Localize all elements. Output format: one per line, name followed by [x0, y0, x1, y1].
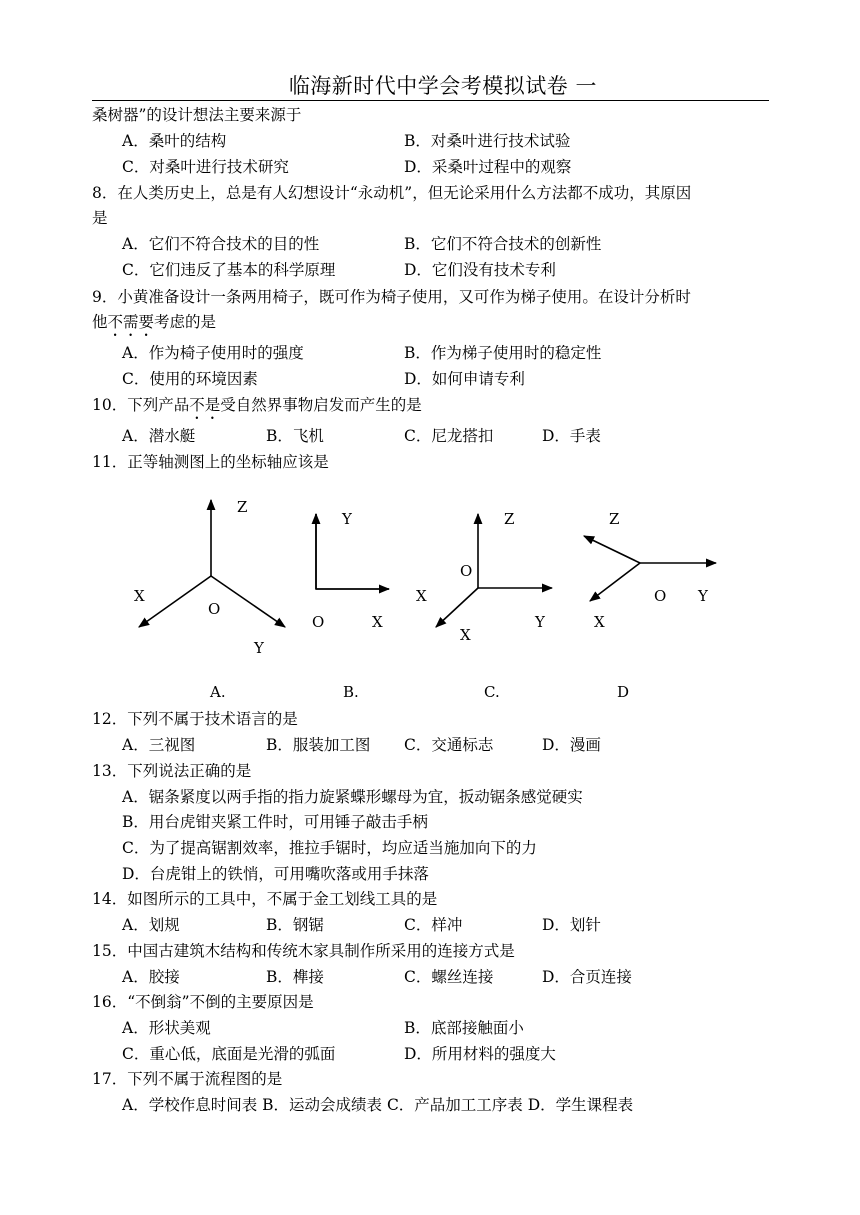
q9-option-d[interactable]: D．如何申请专利 [404, 370, 525, 388]
q7-option-a[interactable]: A．桑叶的结构 [122, 132, 227, 150]
q14-option-c[interactable]: C．样冲 [404, 916, 463, 934]
figD-z-axis [584, 536, 640, 563]
q10-stem-pre: 10．下列产品 [92, 396, 190, 414]
q12-option-a[interactable]: A．三视图 [122, 736, 196, 754]
q12-option-d[interactable]: D．漫画 [542, 736, 601, 754]
figA-o-label: O [208, 600, 221, 618]
figC-z-label: Z [504, 510, 515, 528]
q8-stem-line2: 是 [92, 209, 108, 227]
q8-option-b[interactable]: B．它们不符合技术的创新性 [404, 235, 602, 253]
q15-option-d[interactable]: D．合页连接 [542, 968, 632, 986]
q12-option-c[interactable]: C．交通标志 [404, 736, 494, 754]
q12-option-b[interactable]: B．服装加工图 [266, 736, 371, 754]
q10-option-c[interactable]: C．尼龙搭扣 [404, 427, 494, 445]
q9-stem-pre: 他 [92, 313, 108, 331]
q16-option-d[interactable]: D．所用材料的强度大 [404, 1045, 556, 1063]
q7-option-b[interactable]: B．对桑叶进行技术试验 [404, 132, 571, 150]
q7-option-d[interactable]: D．采桑叶过程中的观察 [404, 158, 572, 176]
q9-option-c[interactable]: C．使用的环境因素 [122, 370, 258, 388]
figD-y-label: Y [698, 587, 708, 605]
q15-option-b[interactable]: B．榫接 [266, 968, 324, 986]
q10-stem-emphasis: 不是 [189, 396, 221, 414]
q7-option-c[interactable]: C．对桑叶进行技术研究 [122, 158, 289, 176]
q10-option-d[interactable]: D．手表 [542, 427, 601, 445]
q14-option-d[interactable]: D．划针 [542, 916, 601, 934]
q13-option-b[interactable]: B．用台虎钳夹紧工件时，可用锤子敲击手柄 [122, 813, 428, 831]
q9-stem-post: 考虑的是 [154, 313, 217, 331]
q13-option-d[interactable]: D．台虎钳上的铁悄，可用嘴吹落或用手抹落 [122, 865, 429, 883]
figD-x-axis [590, 563, 640, 601]
figD-z-label: Z [609, 510, 620, 528]
q16-option-a[interactable]: A．形状美观 [122, 1019, 211, 1037]
q15-option-a[interactable]: A．胶接 [122, 968, 180, 986]
q7-stem-continuation: 桑树器”的设计想法主要来源于 [92, 106, 302, 124]
figC-x-axis [436, 588, 478, 627]
q8-option-a[interactable]: A．它们不符合技术的目的性 [122, 235, 320, 253]
q14-option-a[interactable]: A．划规 [122, 916, 180, 934]
figD-o-label: O [654, 587, 667, 605]
exam-title: 临海新时代中学会考模拟试卷 一 [288, 74, 597, 98]
figC-y-label: Y [535, 613, 545, 631]
figA-y-label: Y [254, 639, 264, 657]
figB-axes [316, 514, 389, 589]
figA-x-axis [139, 576, 211, 627]
q9-option-a[interactable]: A．作为椅子使用时的强度 [122, 344, 304, 362]
q13-option-c[interactable]: C．为了提高锯割效率，推拉手锯时，均应适当施加向下的力 [122, 839, 537, 857]
figC-x-label-bottom: X [460, 626, 471, 644]
q11-option-b[interactable]: B. [343, 683, 359, 701]
q9-stem-emphasis: 不需要 [107, 313, 155, 331]
q16-stem: 16．“不倒翁”不倒的主要原因是 [92, 993, 314, 1011]
figC-o-label: O [460, 562, 473, 580]
q11-option-c[interactable]: C. [484, 683, 500, 701]
figC-x-label-left: X [416, 587, 427, 605]
q8-stem-line1: 8．在人类历史上，总是有人幻想设计“永动机”，但无论采用什么方法都不成功，其原因 [92, 184, 692, 202]
q12-stem: 12．下列不属于技术语言的是 [92, 710, 298, 728]
q15-stem: 15．中国古建筑木结构和传统木家具制作所采用的连接方式是 [92, 942, 515, 960]
figB-x-label: X [372, 613, 383, 631]
q17-options[interactable]: A．学校作息时间表 B．运动会成绩表 C．产品加工工序表 D．学生课程表 [122, 1096, 634, 1114]
q11-option-d[interactable]: D [617, 683, 630, 701]
q10-option-a[interactable]: A．潜水艇 [122, 427, 196, 445]
q16-option-b[interactable]: B．底部接触面小 [404, 1019, 524, 1037]
q13-stem: 13．下列说法正确的是 [92, 762, 252, 780]
figD-x-label: X [594, 613, 605, 631]
q8-option-c[interactable]: C．它们违反了基本的科学原理 [122, 261, 336, 279]
q16-option-c[interactable]: C．重心低，底面是光滑的弧面 [122, 1045, 336, 1063]
q8-option-d[interactable]: D．它们没有技术专利 [404, 261, 556, 279]
figA-z-label: Z [237, 498, 248, 516]
q11-stem: 11．正等轴测图上的坐标轴应该是 [92, 453, 329, 471]
q15-option-c[interactable]: C．螺丝连接 [404, 968, 494, 986]
q11-option-a[interactable]: A. [210, 683, 226, 701]
figA-x-label: X [134, 587, 145, 605]
q9-stem-line1: 9．小黄准备设计一条两用椅子，既可作为椅子使用，又可作为梯子使用。在设计分析时 [92, 288, 691, 306]
figB-o-label: O [312, 613, 325, 631]
figB-y-label: Y [342, 510, 352, 528]
q13-option-a[interactable]: A．锯条紧度以两手指的指力旋紧蝶形螺母为宜，扳动锯条感觉硬实 [122, 788, 583, 806]
q14-stem: 14．如图所示的工具中，不属于金工划线工具的是 [92, 890, 438, 908]
q9-option-b[interactable]: B．作为梯子使用时的稳定性 [404, 344, 602, 362]
q10-stem-post: 受自然界事物启发而产生的是 [220, 396, 422, 414]
figA-y-axis [211, 576, 285, 627]
q10-option-b[interactable]: B．飞机 [266, 427, 324, 445]
q14-option-b[interactable]: B．钢锯 [266, 916, 324, 934]
q17-stem: 17．下列不属于流程图的是 [92, 1070, 283, 1088]
